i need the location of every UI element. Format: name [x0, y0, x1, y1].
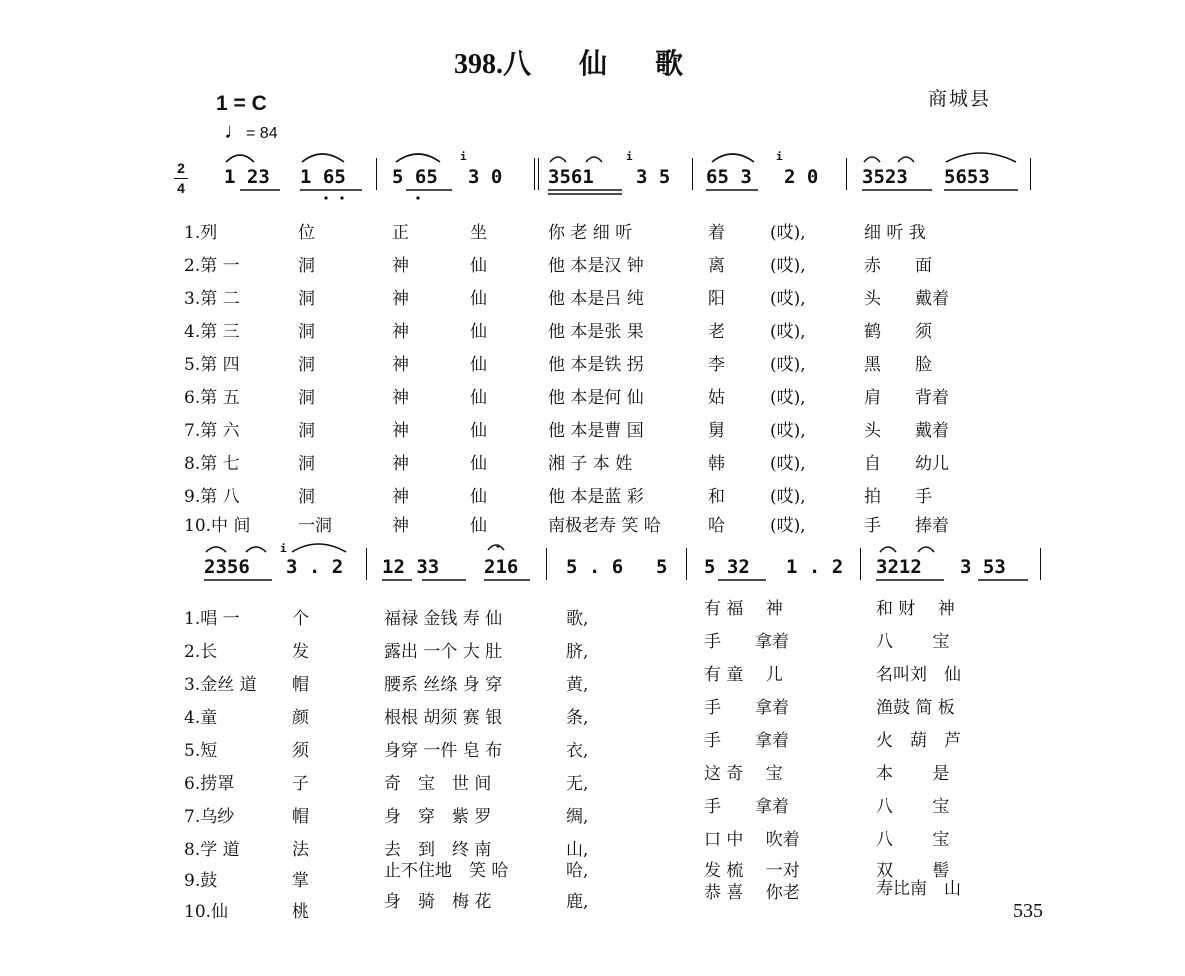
lyric-cell: 有 童 儿: [704, 665, 783, 685]
lyric-cell: 洞: [298, 454, 315, 474]
lyric-cell: 他 本是铁 拐: [548, 355, 644, 375]
lyric-cell: 阳: [708, 289, 725, 309]
note-group: 1 23: [224, 166, 270, 188]
lyric-cell: 八 宝: [876, 830, 950, 850]
lyric-cell: 福禄 金钱 寿 仙: [384, 609, 503, 629]
lyric-cell: 他 本是吕 纯: [548, 289, 644, 309]
county-label: 商城县: [928, 88, 992, 110]
lyric-cell: 露出 一个 大 肚: [384, 642, 503, 662]
lyric-cell: 位: [298, 223, 315, 243]
lyric-cell: 他 本是汉 钟: [548, 256, 644, 276]
lyric-cell: 仙: [470, 388, 487, 408]
note-group: 3212: [876, 556, 922, 578]
lyric-cell: 他 本是蓝 彩: [548, 487, 644, 507]
lyric-cell: (哎),: [770, 256, 806, 276]
key-signature: 1 = C: [216, 92, 267, 115]
note-group: 3 . 2: [286, 556, 344, 578]
lyric-cell: 仙: [470, 355, 487, 375]
lyric-cell: 2.第 一: [184, 256, 240, 276]
lyric-cell: 他 本是何 仙: [548, 388, 644, 408]
lyric-cell: 发: [292, 642, 309, 662]
lyric-cell: 坐: [470, 223, 487, 243]
lyric-cell: 自 幼儿: [864, 454, 949, 474]
lyric-cell: 神: [392, 256, 409, 276]
lyric-cell: 恭 喜 你老: [704, 883, 800, 903]
lyric-cell: 6.捞罩: [184, 774, 235, 794]
lyric-cell: 他 本是张 果: [548, 322, 644, 342]
lyric-cell: 八 宝: [876, 632, 950, 652]
lyric-cell: 脐,: [566, 642, 589, 662]
lyric-cell: 神: [392, 322, 409, 342]
lyric-cell: 手 拿着: [704, 797, 789, 817]
lyric-cell: 4.第 三: [184, 322, 240, 342]
lyric-cell: 口 中 吹着: [704, 830, 800, 850]
song-number: 398.: [453, 49, 503, 80]
note-group: 1 65: [300, 166, 346, 188]
page-number: 535: [1013, 900, 1043, 922]
time-numerator: 2: [177, 160, 185, 176]
lyric-cell: 去 到 终 南: [384, 840, 492, 860]
lyric-cell: 神: [392, 355, 409, 375]
lyric-cell: 头 戴着: [864, 289, 949, 309]
lyric-cell: 肩 背着: [864, 388, 949, 408]
lyric-cell: 7.第 六: [184, 421, 240, 441]
lyric-cell: 黄,: [566, 675, 589, 695]
note-group: 3 53: [960, 556, 1006, 578]
lyric-cell: 发 梳 一对: [704, 861, 800, 881]
lyric-cell: 9.鼓: [184, 871, 218, 891]
lyric-cell: 仙: [470, 487, 487, 507]
lyric-cell: 哈,: [566, 861, 589, 881]
lyric-cell: 个: [292, 609, 309, 629]
note-group: 65 3: [706, 166, 752, 188]
lyric-cell: 神: [392, 388, 409, 408]
lyric-cell: 止不住地 笑 哈: [384, 861, 509, 881]
lyric-cell: (哎),: [770, 388, 806, 408]
lyric-cell: 身 穿 紫 罗: [384, 807, 492, 827]
lyric-cell: 头 戴着: [864, 421, 949, 441]
lyric-cell: 绸,: [566, 807, 589, 827]
lyric-cell: 黑 脸: [864, 355, 932, 375]
lyric-cell: (哎),: [770, 421, 806, 441]
lyric-cell: 洞: [298, 421, 315, 441]
note-group: 5653: [944, 166, 990, 188]
note-group: 1 . 2: [786, 556, 844, 578]
lyric-cell: 哈: [708, 516, 725, 536]
lyric-cell: 老: [708, 322, 725, 342]
lyric-cell: 洞: [298, 256, 315, 276]
lyric-cell: 仙: [470, 516, 487, 536]
note-group: 3 0: [468, 166, 503, 188]
lyric-cell: 正: [392, 223, 409, 243]
lyric-cell: 条,: [566, 708, 589, 728]
time-denominator: 4: [177, 180, 185, 196]
lyric-cell: 仙: [470, 289, 487, 309]
lyric-cell: 洞: [298, 355, 315, 375]
lyric-cell: 手 拿着: [704, 632, 789, 652]
note-group: 216: [484, 556, 519, 578]
lyric-cell: 洞: [298, 487, 315, 507]
svg-text:i: i: [280, 542, 287, 555]
lyric-cell: (哎),: [770, 454, 806, 474]
lyric-cell: 赤 面: [864, 256, 932, 276]
note-group: 5 . 6: [566, 556, 624, 578]
lyric-cell: 他 本是曹 国: [548, 421, 644, 441]
lyric-cell: (哎),: [770, 322, 806, 342]
lyric-cell: 腰系 丝绦 身 穿: [384, 675, 503, 695]
lyric-cell: 和: [708, 487, 725, 507]
lyric-cell: 姑: [708, 388, 725, 408]
lyric-cell: (哎),: [770, 223, 806, 243]
lyric-cell: 八 宝: [876, 797, 950, 817]
lyric-cell: 5.第 四: [184, 355, 240, 375]
note-group: 3523: [862, 166, 908, 188]
note-group: 5: [656, 556, 668, 578]
svg-text:i: i: [626, 150, 633, 163]
lyric-cell: 神: [392, 289, 409, 309]
svg-text:i: i: [460, 150, 467, 163]
lyric-cell: 8.学 道: [184, 840, 240, 860]
lyric-cell: 舅: [708, 421, 725, 441]
lyric-cell: 帽: [292, 807, 309, 827]
tempo-value: = 84: [246, 125, 278, 142]
lyric-cell: 手 拿着: [704, 698, 789, 718]
lyric-cell: 桃: [292, 902, 309, 922]
lyric-cell: 韩: [708, 454, 725, 474]
note-group: 2 0: [784, 166, 819, 188]
lyric-cell: 衣,: [566, 741, 589, 761]
lyric-cell: (哎),: [770, 289, 806, 309]
note-group: 3561: [548, 166, 594, 188]
lyric-cell: 拍 手: [864, 487, 932, 507]
lyric-cell: 手 拿着: [704, 731, 789, 751]
lyric-cell: 洞: [298, 322, 315, 342]
lyric-cell: 名叫刘 仙: [876, 665, 961, 685]
note-group: 12 33: [382, 556, 440, 578]
lyric-cell: 李: [708, 355, 725, 375]
lyric-cell: 你 老 细 听: [548, 223, 633, 243]
lyric-cell: 须: [292, 741, 309, 761]
lyric-cell: (哎),: [770, 355, 806, 375]
lyric-cell: 本 是: [876, 764, 950, 784]
note-group: 2356: [204, 556, 250, 578]
lyric-cell: (哎),: [770, 487, 806, 507]
lyric-cell: 一洞: [298, 516, 332, 536]
lyric-cell: 神: [392, 516, 409, 536]
lyric-cell: (哎),: [770, 516, 806, 536]
lyric-cell: 掌: [292, 871, 309, 891]
lyric-cell: 和 财 神: [876, 599, 955, 619]
lyric-cell: 双 髻: [876, 861, 950, 881]
lyric-cell: 10.仙: [184, 902, 229, 922]
lyric-cell: 9.第 八: [184, 487, 240, 507]
lyric-cell: 歌,: [566, 609, 589, 629]
note-group: 5 65: [392, 166, 438, 188]
lyric-cell: 鹤 须: [864, 322, 932, 342]
lyric-cell: 离: [708, 256, 725, 276]
lyric-cell: 4.童: [184, 708, 218, 728]
lyric-cell: 手 捧着: [864, 516, 949, 536]
lyric-cell: 法: [292, 840, 309, 860]
quarter-note-icon: ♩: [224, 118, 246, 143]
lyric-cell: 身 骑 梅 花: [384, 892, 492, 912]
lyric-cell: 鹿,: [566, 892, 589, 912]
lyric-cell: 有 福 神: [704, 599, 783, 619]
lyric-cell: 颜: [292, 708, 309, 728]
lyric-cell: 仙: [470, 421, 487, 441]
lyric-cell: 湘 子 本 姓: [548, 454, 633, 474]
lyric-cell: 1.唱 一: [184, 609, 240, 629]
lyric-cell: 细 听 我: [864, 223, 926, 243]
lyric-cell: 神: [392, 487, 409, 507]
lyric-cell: 山,: [566, 840, 589, 860]
lyric-cell: 神: [392, 421, 409, 441]
lyric-cell: 10.中 间: [184, 516, 251, 536]
lyric-cell: 帽: [292, 675, 309, 695]
lyric-cell: 根根 胡须 赛 银: [384, 708, 503, 728]
lyric-cell: 神: [392, 454, 409, 474]
lyric-cell: 洞: [298, 388, 315, 408]
lyric-cell: 南极老寿 笑 哈: [548, 516, 661, 536]
lyric-cell: 洞: [298, 289, 315, 309]
song-name: 八仙歌: [502, 47, 731, 80]
lyric-cell: 火 葫 芦: [876, 731, 961, 751]
lyric-cell: 着: [708, 223, 725, 243]
lyric-cell: 奇 宝 世 间: [384, 774, 492, 794]
lyric-cell: 仙: [470, 322, 487, 342]
lyric-cell: 7.乌纱: [184, 807, 235, 827]
lyric-cell: 寿比南 山: [876, 879, 961, 899]
lyric-cell: 仙: [470, 256, 487, 276]
lyric-cell: 渔鼓 简 板: [876, 698, 955, 718]
note-group: 5 32: [704, 556, 750, 578]
lyric-cell: 2.长: [184, 642, 218, 662]
lyric-cell: 子: [292, 774, 309, 794]
lyric-cell: 1.列: [184, 223, 218, 243]
lyric-cell: 3.金丝 道: [184, 675, 257, 695]
lyric-cell: 仙: [470, 454, 487, 474]
lyric-cell: 5.短: [184, 741, 218, 761]
svg-text:i: i: [776, 150, 783, 163]
lyric-cell: 身穿 一件 皂 布: [384, 741, 503, 761]
lyric-cell: 8.第 七: [184, 454, 240, 474]
lyric-cell: 这 奇 宝: [704, 764, 783, 784]
note-group: 3 5: [636, 166, 671, 188]
lyric-cell: 3.第 二: [184, 289, 240, 309]
lyric-cell: 无,: [566, 774, 589, 794]
lyric-cell: 6.第 五: [184, 388, 240, 408]
